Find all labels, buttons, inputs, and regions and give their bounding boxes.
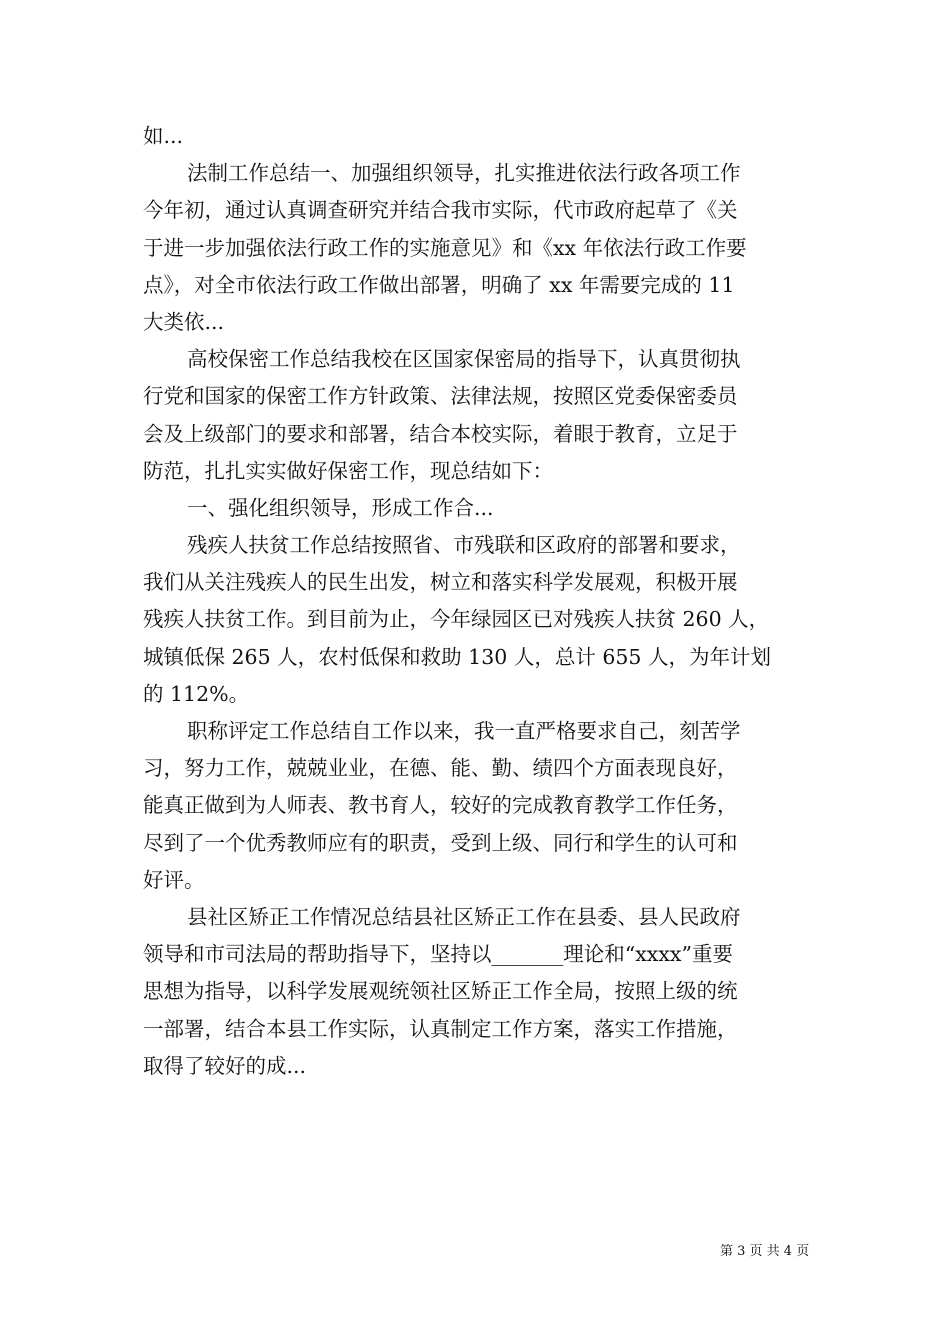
text-line: 领导和市司法局的帮助指导下，坚持以_______理论和“xxxx”重要: [143, 942, 733, 967]
text-line: 县社区矫正工作情况总结县社区矫正工作在县委、县人民政府: [187, 904, 741, 929]
text-line: 法制工作总结一、加强组织领导，扎实推进依法行政各项工作: [187, 161, 741, 186]
text-line: 于进一步加强依法行政工作的实施意见》和《xx 年依法行政工作要: [143, 235, 747, 260]
text-line: 如...: [143, 124, 184, 148]
text-line: 行党和国家的保密工作方针政策、法律法规，按照区党委保密委员: [143, 384, 738, 409]
page-indicator: 第 3 页 共 4 页: [720, 1244, 810, 1259]
text-line: 我们从关注残疾人的民生出发，树立和落实科学发展观，积极开展: [143, 570, 738, 595]
text-line: 一、强化组织领导，形成工作合...: [187, 495, 494, 520]
text-line: 残疾人扶贫工作总结按照省、市残联和区政府的部署和要求，: [187, 533, 741, 558]
text-line: 城镇低保 265 人，农村低保和救助 130 人，总计 655 人，为年计划: [143, 644, 771, 669]
text-line: 会及上级部门的要求和部署，结合本校实际，着眼于教育，立足于: [143, 421, 738, 446]
text-line: 思想为指导，以科学发展观统领社区矫正工作全局，按照上级的统: [143, 979, 738, 1004]
text-line: 高校保密工作总结我校在区国家保密局的指导下，认真贯彻执: [187, 347, 741, 372]
text-line: 点》，对全市依法行政工作做出部署，明确了 xx 年需要完成的 11: [143, 272, 735, 297]
text-line: 一部署，结合本县工作实际，认真制定工作方案，落实工作措施，: [143, 1016, 738, 1041]
text-line: 习，努力工作，兢兢业业，在德、能、勤、绩四个方面表现良好，: [143, 756, 738, 781]
text-line: 大类依...: [143, 309, 225, 334]
text-line: 的 112%。: [143, 681, 250, 706]
document-body: [143, 118, 810, 1085]
text-line: 尽到了一个优秀教师应有的职责，受到上级、同行和学生的认可和: [143, 830, 738, 855]
text-line: 能真正做到为人师表、教书育人，较好的完成教育教学工作任务，: [143, 793, 738, 818]
text-line: 防范，扎扎实实做好保密工作，现总结如下：: [143, 458, 553, 483]
text-line: 今年初，通过认真调查研究并结合我市实际，代市政府起草了《关: [143, 198, 738, 223]
text-line: 职称评定工作总结自工作以来，我一直严格要求自己，刻苦学: [187, 719, 741, 743]
text-line: 好评。: [143, 867, 205, 892]
text-line: 残疾人扶贫工作。到目前为止，今年绿园区已对残疾人扶贫 260 人，: [143, 607, 770, 632]
text-line: 取得了较好的成...: [143, 1053, 307, 1078]
